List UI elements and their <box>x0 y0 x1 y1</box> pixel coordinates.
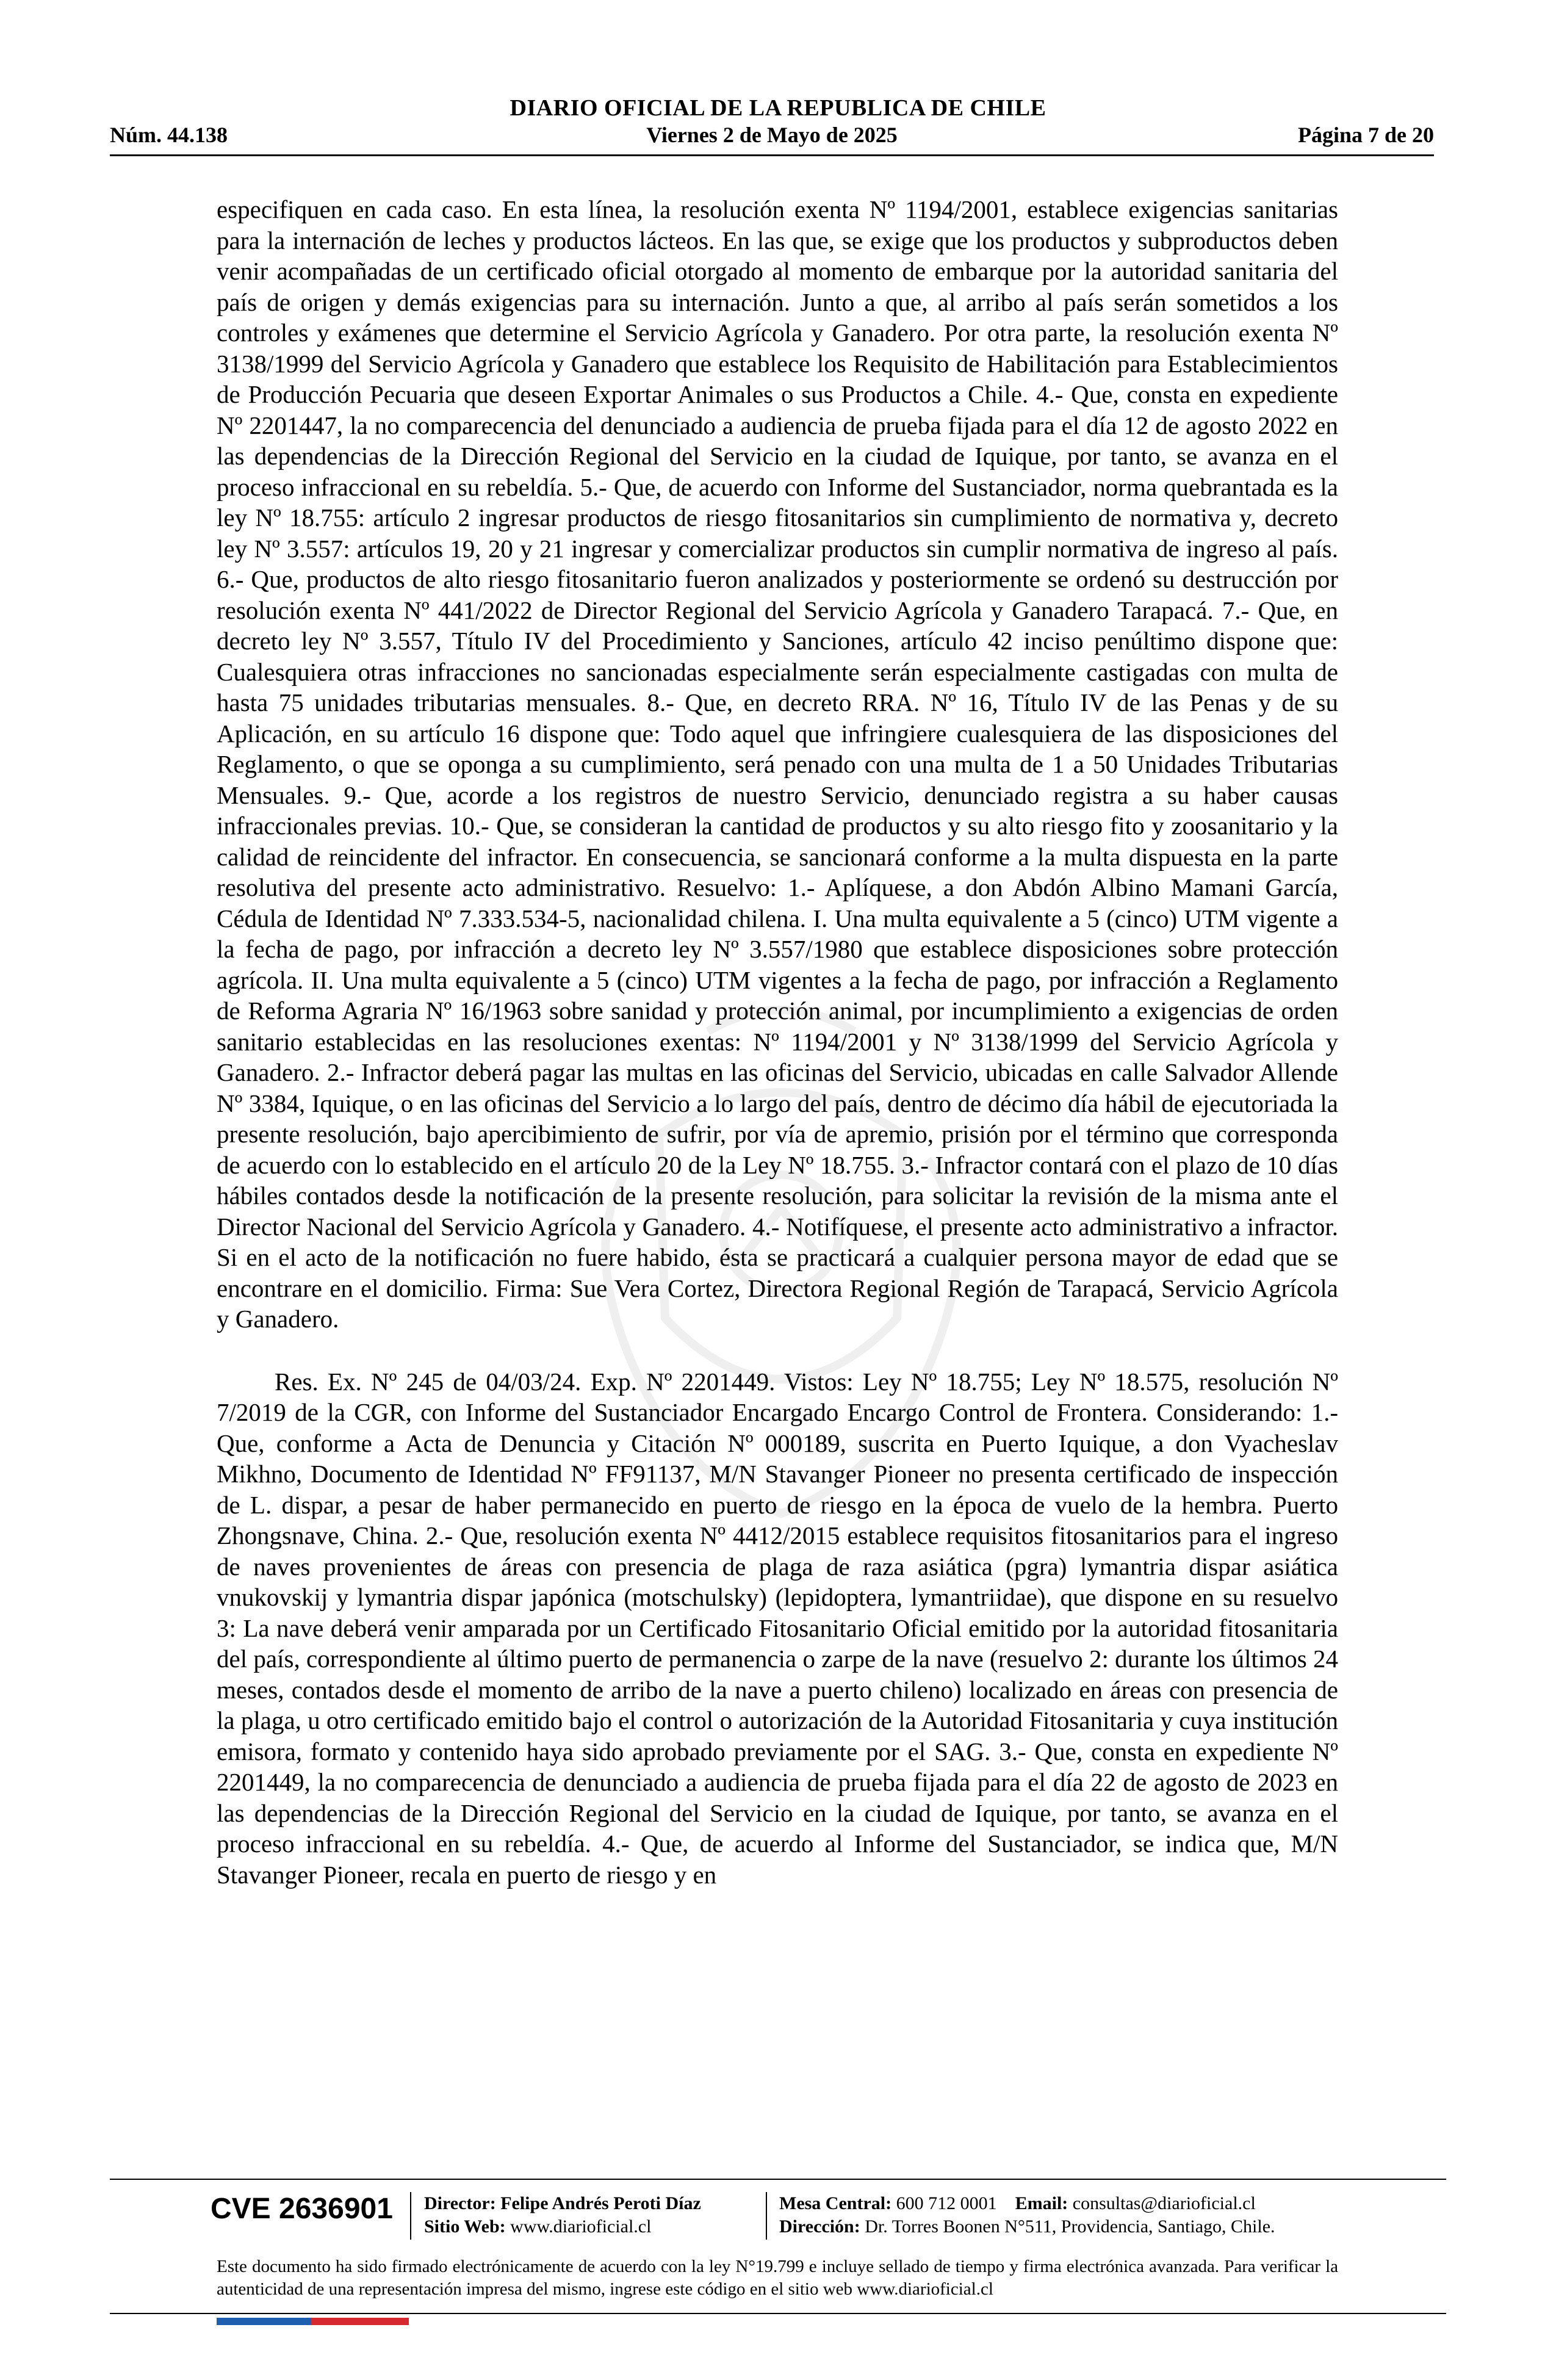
paragraph-resolution-continued: especifiquen en cada caso. En esta línea, la resolución exenta Nº 1194/2001, establece exigencias sanitarias para la internación de leches y productos lácteos. En las que, se exige que los productos y subproductos deben venir acompañadas de un certificado oficial otorgado al momento de embarque por la autoridad sanitaria del país de origen y demás exigencias para su internación. Junto a que, al arribo al país serán sometidos a los controles y exámenes que determine el Servicio Agrícola y Ganadero. Por otra parte, la resolución exenta Nº 3138/1999 del Servicio Agrícola y Ganadero que establece los Requisito de Habilitación para Establecimientos de Producción Pecuaria que deseen Exportar Animales o sus Productos a Chile. 4.- Que, consta en expediente Nº 2201447, la no comparecencia del denunciado a audiencia de prueba fijada para el día 12 de agosto 2022 en las dependencias de la Dirección Regional del Servicio en la ciudad de Iquique, por tanto, se avanza en el proceso infraccional en su rebeldía. 5.- Que, de acuerdo con Informe del Sustanciador, norma quebrantada es la ley Nº 18.755: artículo 2 ingresar productos de riesgo fitosanitarios sin cumplimiento de normativa y, decreto ley Nº 3.557: artículos 19, 20 y 21 ingresar y comercializar productos sin cumplir normativa de ingreso al país. 6.- Que, productos de alto riesgo fitosanitario fueron analizados y posteriormente se ordenó su destrucción por resolución exenta Nº 441/2022 de Director Regional del Servicio Agrícola y Ganadero Tarapacá. 7.- Que, en decreto ley Nº 3.557, Título IV del Procedimiento y Sanciones, artículo 42 inciso penúltimo dispone que: Cualesquiera otras infracciones no sancionadas especialmente serán especialmente castigadas con multa de hasta 75 unidades tributarias mensuales. 8.- Que, en decreto RRA. Nº 16, Título IV de las Penas y de su Aplicación, en su artículo 16 dispone que: Todo aquel que infringiere cualesquiera de las disposiciones del Reglamento, o que se oponga a su cumplimiento, será penado con una multa de 1 a 50 Unidades Tributarias Mensuales. 9.- Que, acorde a los registros de nuestro Servicio, denunciado registra a su haber causas infraccionales previas. 10.- Que, se consideran la cantidad de productos y su alto riesgo fito y zoosanitario y la calidad de reincidente del infractor. En consecuencia, se sancionará conforme a la multa dispuesta en la parte resolutiva del presente acto administrativo. Resuelvo: 1.- Aplíquese, a don Abdón Albino Mamani García, Cédula de Identidad Nº 7.333.534-5, nacionalidad chilena. I. Una multa equivalente a 5 (cinco) UTM vigente a la fecha de pago, por infracción a decreto ley Nº 3.557/1980 que establece disposiciones sobre protección agrícola. II. Una multa equivalente a 5 (cinco) UTM vigentes a la fecha de pago, por infracción a Reglamento de Reforma Agraria Nº 16/1963 sobre sanidad y protección animal, por incumplimiento a exigencias de orden sanitario establecidas en las resoluciones exentas: Nº 1194/2001 y Nº 3138/1999 del Servicio Agrícola y Ganadero. 2.- Infractor deberá pagar las multas en las oficinas del Servicio, ubicadas en calle Salvador Allende Nº 3384, Iquique, o en las oficinas del Servicio a lo largo del país, dentro de décimo día hábil de ejecutoriada la presente resolución, bajo apercibimiento de sufrir, por vía de apremio, prisión por el término que corresponda de acuerdo con lo establecido en el artículo 20 de la Ley Nº 18.755. 3.- Infractor contará con el plazo de 10 días hábiles contados desde la notificación de la presente resolución, para solicitar la revisión de la misma ante el Director Nacional del Servicio Agrícola y Ganadero. 4.- Notifíquese, el presente acto administrativo a infractor. Si en el acto de la notificación no fuere habido, ésta se practicará a cualquier persona mayor de edad que se encontrare en el domicilio. Firma: Sue Vera Cortez, Directora Regional Región de Tarapacá, Servicio Agrícola y Ganadero. <box>217 195 1338 1333</box>
page-number: Página 7 de 20 <box>1297 123 1434 147</box>
cve-code: CVE 2636901 <box>211 2193 393 2225</box>
footer-divider <box>110 2179 1446 2180</box>
address-text: Dr. Torres Boonen N°511, Providencia, Santiago, Chile. <box>865 2216 1275 2237</box>
footer-separator <box>766 2192 767 2240</box>
header-row <box>110 122 1434 153</box>
director-label: Director: <box>424 2193 496 2213</box>
email-link[interactable]: consultas@diarioficial.cl <box>1072 2193 1256 2213</box>
website-label: Sitio Web: <box>424 2216 506 2237</box>
issue-number: Núm. 44.138 <box>110 123 228 147</box>
issue-date: Viernes 2 de Mayo de 2025 <box>646 123 898 147</box>
flag-stripe-blue <box>217 2318 311 2325</box>
address-label: Dirección: <box>779 2216 860 2237</box>
director-name: Felipe Andrés Peroti Díaz <box>500 2193 701 2213</box>
footer-separator <box>410 2192 411 2240</box>
email-label: Email: <box>1015 2193 1068 2213</box>
document-body <box>217 194 1338 1890</box>
signature-note: Este documento ha sido firmado electrónicamente de acuerdo con la ley N°19.799 e incluye sellado de tiempo y firma electrónica avanzada. Para verificar la autenticidad de una representación impresa del mismo, ingrese este código en el sitio web www.diarioficial.cl <box>217 2257 1338 2299</box>
mesa-phone: 600 712 0001 <box>896 2193 997 2213</box>
footer-contact-block <box>779 2192 1275 2238</box>
footer-director-block <box>424 2192 701 2238</box>
footer-bottom-divider <box>110 2313 1446 2314</box>
paragraph-resolution-245: Res. Ex. Nº 245 de 04/03/24. Exp. Nº 2201449. Vistos: Ley Nº 18.755; Ley Nº 18.575, resolución Nº 7/2019 de la CGR, con Informe del Sustanciador Encargado Encargo Control de Frontera. Considerando: 1.- Que, conforme a Acta de Denuncia y Citación Nº 000189, suscrita en Puerto Iquique, a don Vyacheslav Mikhno, Documento de Identidad Nº FF91137, M/N Stavanger Pioneer no presenta certificado de inspección de L. dispar, a pesar de haber permanecido en puerto de riesgo en la época de vuelo de la hembra. Puerto Zhongsnave, China. 2.- Que, resolución exenta Nº 4412/2015 establece requisitos fitosanitarios para el ingreso de naves provenientes de áreas con presencia de plaga de raza asiática (pgra) lymantria dispar asiática vnukovskij y lymantria dispar japónica (motschulsky) (lepidoptera, lymantriidae), que dispone en su resuelvo 3: La nave deberá venir amparada por un Certificado Fitosanitario Oficial emitido por la autoridad fitosanitaria del país, correspondiente al último puerto de permanencia o zarpe de la nave (resuelvo 2: durante los últimos 24 meses, contados desde el momento de arribo de la nave a puerto chileno) localizado en áreas con presencia de la plaga, u otro certificado emitido bajo el control o autorización de la Autoridad Fitosanitaria y cuya institución emisora, formato y contenido haya sido aprobado previamente por el SAG. 3.- Que, consta en expediente Nº 2201449, la no comparecencia de denunciado a audiencia de prueba fijada para el día 22 de agosto de 2023 en las dependencias de la Dirección Regional del Servicio en la ciudad de Iquique, por tanto, se avanza en el proceso infraccional en su rebeldía. 4.- Que, de acuerdo al Informe del Sustanciador, se indica que, M/N Stavanger Pioneer, recala en puerto de riesgo y en <box>217 1367 1338 1889</box>
newspaper-title: DIARIO OFICIAL DE LA REPUBLICA DE CHILE <box>510 95 1046 121</box>
flag-stripe-red <box>311 2318 409 2325</box>
header-divider <box>110 154 1434 156</box>
website-link[interactable]: www.diarioficial.cl <box>510 2216 652 2237</box>
mesa-label: Mesa Central: <box>779 2193 892 2213</box>
